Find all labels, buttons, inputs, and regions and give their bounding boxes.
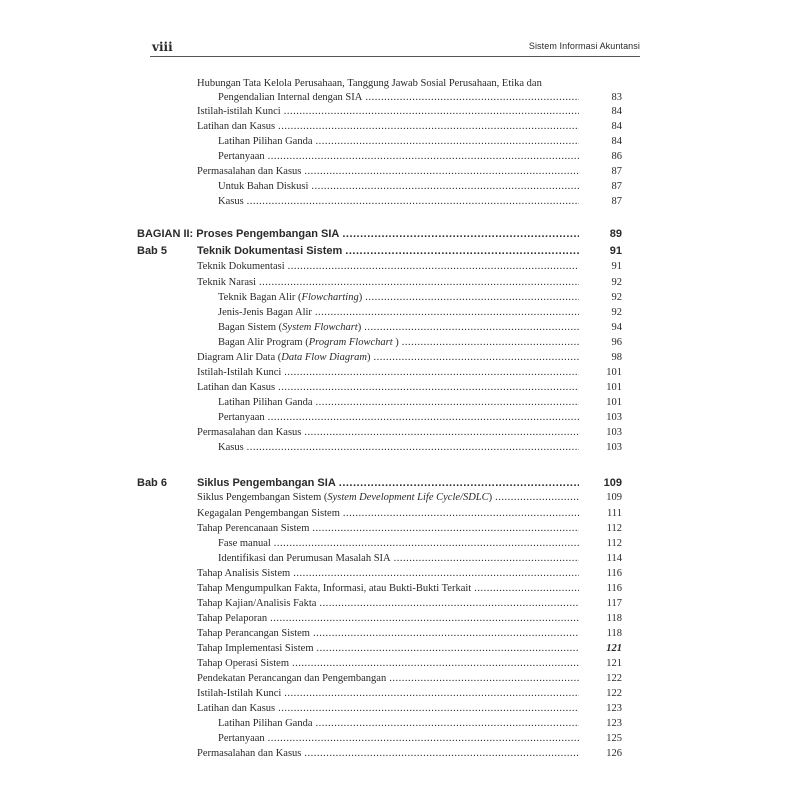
toc-page-number: 101: [606, 397, 622, 408]
toc-entry: [0, 425, 800, 441]
dot-leader: [389, 671, 579, 687]
toc-entry: [0, 521, 800, 537]
toc-page-number: 122: [606, 673, 622, 684]
toc-entry: [0, 475, 800, 491]
toc-page-number: 103: [606, 412, 622, 423]
toc-entry-title: Pengendalian Internal dengan SIA: [218, 92, 363, 103]
dot-leader: [304, 164, 579, 180]
running-title: Sistem Informasi Akuntansi: [528, 41, 640, 51]
dot-leader: [288, 259, 579, 275]
toc-entry-title: Latihan dan Kasus: [197, 382, 276, 393]
dot-leader: [394, 551, 579, 567]
toc-page-number: 94: [611, 322, 622, 333]
toc-entry: [0, 596, 800, 612]
toc-page-number: 103: [606, 442, 622, 453]
toc-page-number: 121: [606, 658, 622, 669]
toc-entry: [0, 119, 800, 135]
toc-entry-title: Latihan Pilihan Ganda: [218, 136, 313, 147]
toc-page-number: 103: [606, 427, 622, 438]
toc-entry-title: Istilah-Istilah Kunci: [197, 688, 282, 699]
page-number: viii: [152, 40, 173, 54]
toc-entry: [0, 641, 800, 657]
toc-entry-title: Kasus: [218, 442, 244, 453]
toc-page-number: 109: [603, 477, 622, 489]
dot-leader: [292, 656, 579, 672]
toc-page-number: 122: [606, 688, 622, 699]
dot-leader: [268, 731, 579, 747]
toc-entry-title: Tahap Kajian/Analisis Fakta: [197, 598, 317, 609]
toc-entry: [0, 506, 800, 522]
chapter-number: Bab 5: [137, 245, 167, 257]
toc-page-number: 118: [606, 613, 622, 624]
toc-page-number: 87: [611, 196, 622, 207]
toc-entry-title: Latihan dan Kasus: [197, 121, 276, 132]
toc-page-number: 123: [606, 703, 622, 714]
toc-entry-title: Fase manual: [218, 538, 271, 549]
toc-entry: [0, 731, 800, 747]
toc-entry: [0, 134, 800, 150]
toc-page-number: 121: [606, 643, 622, 654]
toc-page-number: 116: [606, 583, 622, 594]
toc-entry-title: Istilah-Istilah Kunci: [197, 367, 282, 378]
dot-leader: [284, 365, 579, 381]
toc-page-number: 112: [606, 523, 622, 534]
dot-leader: [474, 581, 579, 597]
toc-entry-title: Istilah-istilah Kunci: [197, 106, 281, 117]
dot-leader: [247, 194, 579, 210]
dot-leader: [364, 320, 579, 336]
dot-leader: [312, 521, 579, 537]
toc-page-number: 101: [606, 367, 622, 378]
toc-page-number: 84: [611, 136, 622, 147]
toc-entry: [0, 380, 800, 396]
toc-page-number: 118: [606, 628, 622, 639]
dot-leader: [339, 475, 579, 491]
toc-entry-title: Latihan Pilihan Ganda: [218, 397, 313, 408]
toc-entry-title: Bagan Alir Program (Program Flowchart ): [218, 337, 399, 348]
toc-entry-title: Teknik Bagan Alir (Flowcharting): [218, 292, 363, 303]
toc-entry: [0, 194, 800, 210]
dot-leader: [313, 626, 579, 642]
toc-entry: [0, 305, 800, 321]
toc-entry: [0, 536, 800, 552]
dot-leader: [278, 701, 579, 717]
dot-leader: [315, 305, 579, 321]
toc-entry-title-line: Hubungan Tata Kelola Perusahaan, Tanggung Jawab Sosial Perusahaan, Etika dan: [197, 78, 542, 89]
toc-entry: [0, 701, 800, 717]
toc-entry-title: Tahap Pelaporan: [197, 613, 268, 624]
toc-entry: [0, 320, 800, 336]
toc-entry: [0, 365, 800, 381]
dot-leader: [293, 566, 579, 582]
toc-entry-title: Permasalahan dan Kasus: [197, 427, 302, 438]
toc-entry: [0, 275, 800, 291]
toc-entry: [0, 440, 800, 456]
toc-entry: [0, 611, 800, 627]
toc-entry-title: Tahap Operasi Sistem: [197, 658, 289, 669]
toc-entry-title: Teknik Dokumentasi: [197, 261, 285, 272]
dot-leader: [304, 746, 579, 762]
toc-entry: [0, 490, 800, 506]
toc-page-number: 109: [606, 492, 622, 503]
toc-entry-title: Permasalahan dan Kasus: [197, 748, 302, 759]
toc-page-number: 92: [611, 277, 622, 288]
toc-entry: [0, 671, 800, 687]
toc-entry-title: Diagram Alir Data (Data Flow Diagram): [197, 352, 371, 363]
toc-page-number: 114: [606, 553, 622, 564]
running-header: [150, 34, 640, 57]
dot-leader: [343, 506, 579, 522]
dot-leader: [274, 536, 579, 552]
dot-leader: [268, 410, 579, 426]
dot-leader: [315, 395, 579, 411]
toc-entry-title: Permasalahan dan Kasus: [197, 166, 302, 177]
toc-page-number: 92: [611, 307, 622, 318]
toc-entry: [0, 566, 800, 582]
toc-page-number: 112: [606, 538, 622, 549]
toc-entry: [0, 551, 800, 567]
toc-page-number: 111: [607, 508, 622, 519]
toc-entry: [0, 656, 800, 672]
toc-entry: [0, 76, 800, 106]
dot-leader: [345, 243, 579, 259]
toc-page-number: 123: [606, 718, 622, 729]
toc-entry-title: Latihan Pilihan Ganda: [218, 718, 313, 729]
toc-entry: [0, 259, 800, 275]
toc-page-number: 91: [611, 261, 622, 272]
toc-entry-title: Teknik Narasi: [197, 277, 257, 288]
toc-page-number: 101: [606, 382, 622, 393]
toc-page-number: 117: [606, 598, 622, 609]
toc-entry-title: Tahap Analisis Sistem: [197, 568, 291, 579]
toc-page-number: 126: [606, 748, 622, 759]
dot-leader: [311, 179, 579, 195]
toc-entry-title: Kasus: [218, 196, 244, 207]
toc-page-number: 125: [606, 733, 622, 744]
toc-entry: [0, 104, 800, 120]
dot-leader: [270, 611, 579, 627]
toc-entry-title: Pertanyaan: [218, 733, 265, 744]
toc-entry-title: Pendekatan Perancangan dan Pengembangan: [197, 673, 387, 684]
toc-entry: [0, 350, 800, 366]
toc-entry: [0, 226, 800, 242]
toc-entry: [0, 290, 800, 306]
dot-leader: [374, 350, 579, 366]
dot-leader: [317, 641, 580, 657]
toc-entry: [0, 626, 800, 642]
toc-entry-title: Jenis-Jenis Bagan Alir: [218, 307, 312, 318]
toc-entry-title: Latihan dan Kasus: [197, 703, 276, 714]
dot-leader: [268, 149, 579, 165]
dot-leader: [365, 290, 579, 306]
chapter-number: Bab 6: [137, 477, 167, 489]
dot-leader: [247, 440, 579, 456]
toc-page-number: 96: [611, 337, 622, 348]
toc-entry-title: Untuk Bahan Diskusi: [218, 181, 309, 192]
dot-leader: [319, 596, 579, 612]
toc-page-number: 91: [609, 245, 622, 257]
dot-leader: [278, 380, 579, 396]
toc-page-number: 116: [606, 568, 622, 579]
toc-entry-title: Identifikasi dan Perumusan Masalah SIA: [218, 553, 391, 564]
toc-entry-title: Tahap Perencanaan Sistem: [197, 523, 310, 534]
toc-page-number: 87: [611, 181, 622, 192]
toc-page-number: 86: [611, 151, 622, 162]
dot-leader: [284, 104, 579, 120]
toc-entry: [0, 164, 800, 180]
dot-leader: [402, 335, 579, 351]
toc-entry: [0, 335, 800, 351]
dot-leader: [278, 119, 579, 135]
toc-entry: [0, 410, 800, 426]
toc-entry-title: Siklus Pengembangan SIA: [197, 477, 336, 489]
toc-entry: [0, 716, 800, 732]
toc-entry-title: Bagan Sistem (System Flowchart): [218, 322, 362, 333]
dot-leader: [259, 275, 579, 291]
toc-entry-title: Tahap Perancangan Sistem: [197, 628, 310, 639]
toc-entry: [0, 149, 800, 165]
toc-entry-title: Teknik Dokumentasi Sistem: [197, 245, 343, 257]
toc-page-number: 87: [611, 166, 622, 177]
toc-page-number: 84: [611, 121, 622, 132]
toc-entry: [0, 581, 800, 597]
dot-leader: [315, 716, 579, 732]
toc-entry-title: Siklus Pengembangan Sistem (System Development Life Cycle/SDLC): [197, 492, 493, 503]
toc-entry-title: Pertanyaan: [218, 151, 265, 162]
toc-page-number: 83: [611, 92, 622, 103]
toc-entry-title: Tahap Mengumpulkan Fakta, Informasi, atau Bukti-Bukti Terkait: [197, 583, 472, 594]
dot-leader: [495, 490, 579, 506]
toc-page-number: 89: [609, 228, 622, 240]
dot-leader: [315, 134, 579, 150]
toc-entry-title: Tahap Implementasi Sistem: [197, 643, 314, 654]
toc-entry-title: BAGIAN II: Proses Pengembangan SIA: [137, 228, 340, 240]
toc-page-number: 92: [611, 292, 622, 303]
toc-entry: [0, 179, 800, 195]
dot-leader: [342, 226, 579, 242]
toc-entry-title: Pertanyaan: [218, 412, 265, 423]
toc-entry: [0, 746, 800, 762]
dot-leader: [304, 425, 579, 441]
toc-entry: [0, 243, 800, 259]
toc-page-number: 98: [611, 352, 622, 363]
toc-entry: [0, 395, 800, 411]
toc-entry-title: Kegagalan Pengembangan Sistem: [197, 508, 340, 519]
dot-leader: [284, 686, 579, 702]
toc-page-number: 84: [611, 106, 622, 117]
toc-entry: [0, 686, 800, 702]
